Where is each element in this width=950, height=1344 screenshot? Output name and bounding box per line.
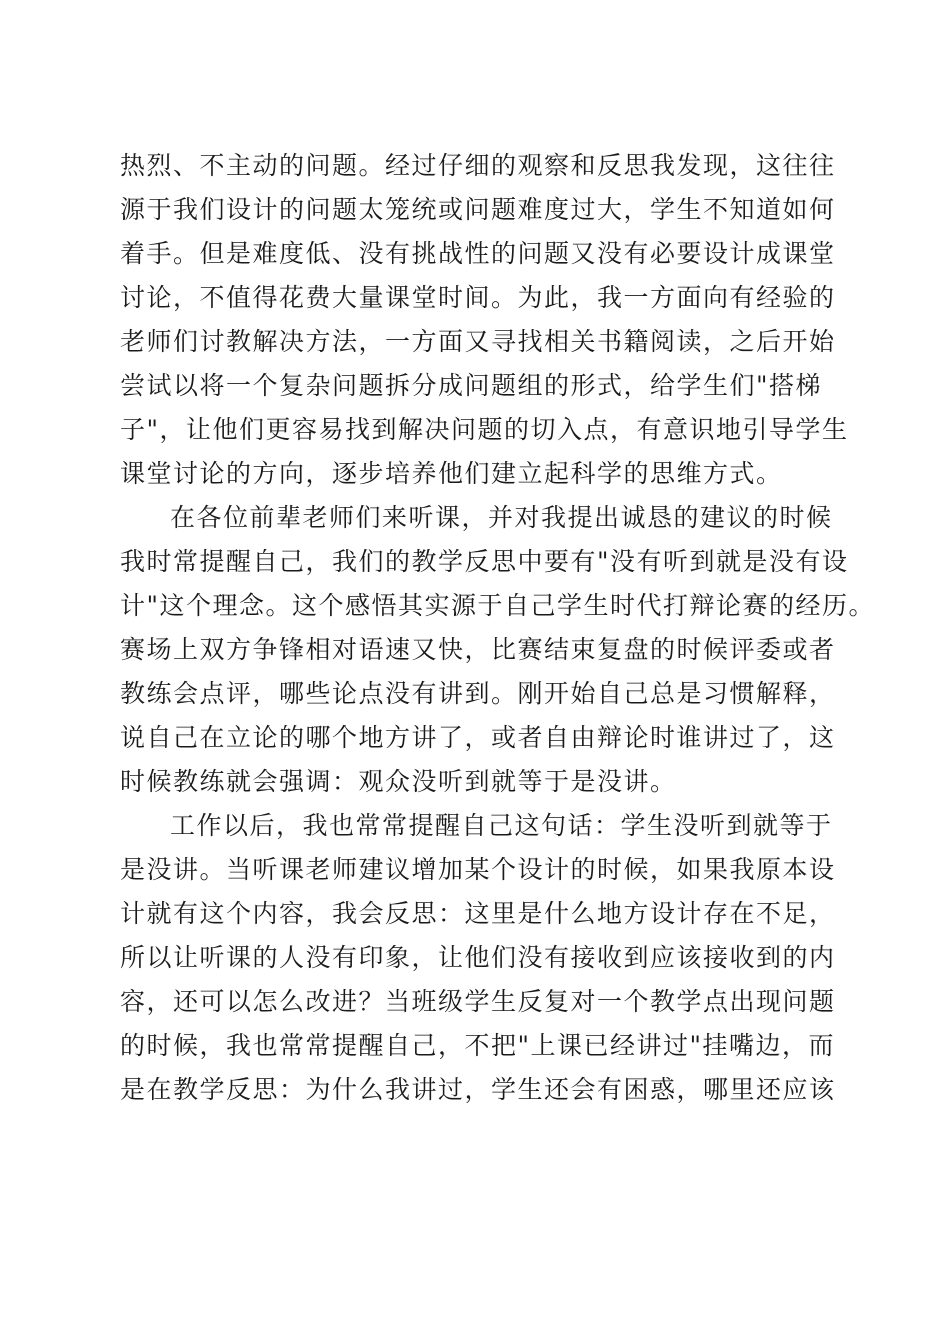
paragraph-start-line: 工作以后，我也常常提醒自己这句话：学生没听到就等于 xyxy=(170,811,833,840)
text-line: 是在教学反思：为什么我讲过，学生还会有困惑，哪里还应该 xyxy=(120,1075,836,1104)
text-line: 计就有这个内容，我会反思：这里是什么地方设计存在不足， xyxy=(120,899,836,928)
text-line: 说自己在立论的哪个地方讲了，或者自由辩论时谁讲过了，这 xyxy=(120,723,836,752)
text-line: 计"这个理念。这个感悟其实源于自己学生时代打辩论赛的经历。 xyxy=(120,591,876,620)
text-line: 尝试以将一个复杂问题拆分成问题组的形式，给学生们"搭梯 xyxy=(120,371,823,400)
text-line: 着手。但是难度低、没有挑战性的问题又没有必要设计成课堂 xyxy=(120,239,836,268)
text-line: 教练会点评，哪些论点没有讲到。刚开始自己总是习惯解释， xyxy=(120,679,836,708)
text-line: 课堂讨论的方向，逐步培养他们建立起科学的思维方式。 xyxy=(120,459,783,488)
text-line: 讨论，不值得花费大量课堂时间。为此，我一方面向有经验的 xyxy=(120,283,836,312)
text-line: 子"，让他们更容易找到解决问题的切入点，有意识地引导学生 xyxy=(120,415,849,444)
text-line: 时候教练就会强调：观众没听到就等于是没讲。 xyxy=(120,767,677,796)
text-line: 源于我们设计的问题太笼统或问题难度过大，学生不知道如何 xyxy=(120,195,836,224)
text-line: 赛场上双方争锋相对语速又快，比赛结束复盘的时候评委或者 xyxy=(120,635,836,664)
text-line: 的时候，我也常常提醒自己，不把"上课已经讲过"挂嘴边，而 xyxy=(120,1031,836,1060)
body-text xyxy=(120,144,876,1112)
text-line: 我时常提醒自己，我们的教学反思中要有"没有听到就是没有设 xyxy=(120,547,849,576)
text-line: 所以让听课的人没有印象，让他们没有接收到应该接收到的内 xyxy=(120,943,836,972)
paragraph-start-line: 在各位前辈老师们来听课，并对我提出诚恳的建议的时候 xyxy=(170,503,833,532)
text-line: 是没讲。当听课老师建议增加某个设计的时候，如果我原本设 xyxy=(120,855,836,884)
text-line: 热烈、不主动的问题。经过仔细的观察和反思我发现，这往往 xyxy=(120,151,836,180)
text-line: 容，还可以怎么改进？当班级学生反复对一个教学点出现问题 xyxy=(120,987,836,1016)
text-line: 老师们讨教解决方法，一方面又寻找相关书籍阅读，之后开始 xyxy=(120,327,836,356)
